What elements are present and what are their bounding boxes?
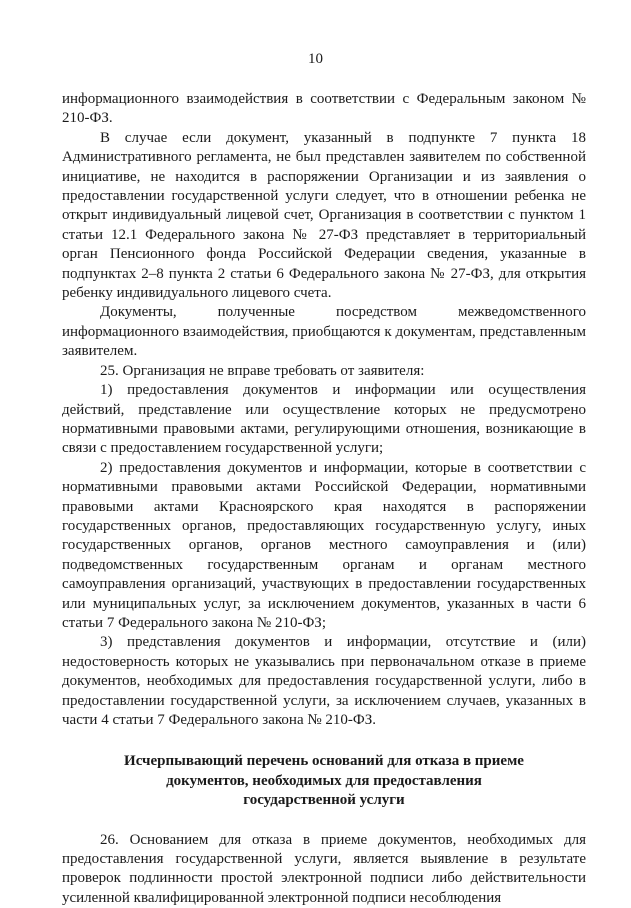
paragraph-8: 26. Основанием для отказа в приеме документов, необходимых для предоставления государственной услуги, является выявление в результате проверок подлинности простой электронной подписи либо действительности усиленной квалифицированной электронной подписи несоблюдения [62,831,586,906]
paragraph-1: информационного взаимодействия в соответствии с Федеральным законом № 210-ФЗ. [62,91,586,127]
document-body [62,90,586,908]
paragraph-5: 1) предоставления документов и информации или осуществления действий, представление или осуществление которых не предусмотрено нормативными правовыми актами, регулирующими отношения, возникающие в связи с предоставлением государственной услуги; [62,382,586,457]
paragraph-7: 3) представления документов и информации, отсутствие и (или) недостоверность которых не указывались при первоначальном отказе в приеме документов, необходимых для предоставления государственной услуги, либо в предоставлении государственной услуги, за исключением случаев, указанных в части 4 статьи 7 Федерального закона № 210-ФЗ. [62,634,586,728]
paragraph-3: Документы, полученные посредством межведомственного информационного взаимодействия, приобщаются к документам, представленным заявителем. [62,304,586,360]
paragraph-4: 25. Организация не вправе требовать от заявителя: [100,362,425,379]
section-heading-line-2: документов, необходимых для предоставления [166,772,482,789]
section-heading-line-3: государственной услуги [243,792,405,809]
paragraph-6: 2) предоставления документов и информации, которые в соответствии с нормативными правовыми актами Российской Федерации, нормативными правовыми актами Красноярского края находятся в распоряжении государственных органов, предоставляющих государственную услугу, иных государственных органов, органов местного самоуправления и (или) подведомственных государственным органам и органам местного самоуправления организаций, участвующих в предоставлении государственных или муниципальных услуг, за исключением документов, указанных в части 6 статьи 7 Федерального закона № 210-ФЗ; [62,459,586,631]
page-number: 10 [308,51,323,67]
paragraph-2: В случае если документ, указанный в подпункте 7 пункта 18 Административного регламента, не был представлен заявителем по собственной инициативе, не находится в распоряжении Организации и из заявления о предоставлении государственной услуги следует, что в отношении ребенка не открыт индивидуальный лицевой счет, Организация в соответствии с пунктом 1 статьи 12.1 Федерального закона № 27-ФЗ представляет в территориальный орган Пенсионного фонда Российской Федерации сведения, указанные в подпунктах 2–8 пункта 2 статьи 6 Федерального закона № 27-ФЗ, для открытия ребенку индивидуального лицевого счета. [62,129,586,302]
section-heading-line-1: Исчерпывающий перечень оснований для отказа в приеме [124,753,524,770]
section-heading [62,752,586,810]
